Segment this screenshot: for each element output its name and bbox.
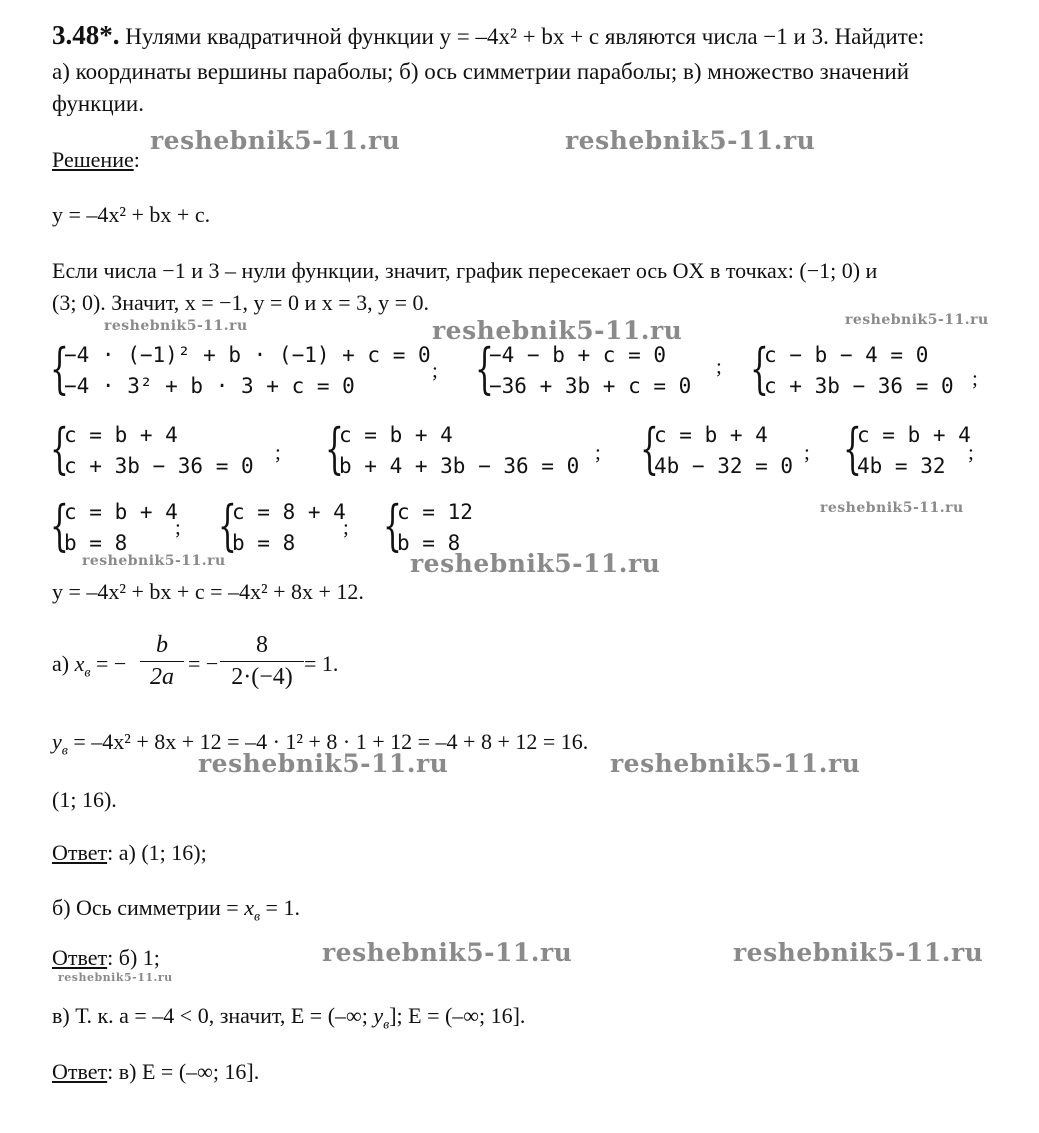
problem-text-3: функции. xyxy=(52,91,144,116)
zeros-text-1: Если числа −1 и 3 – нули функции, значит, график пересекает ось OX в точках: (−1; 0) и xyxy=(52,258,878,283)
part-c-prefix: в) Т. к. a = –4 < 0, значит, E = (–∞; xyxy=(52,1003,374,1028)
watermark: reshebnik5-11.ru xyxy=(432,316,683,345)
part-c-suffix: ]; E = (–∞; 16]. xyxy=(389,1003,526,1028)
equation-system xyxy=(750,337,980,402)
equals-minus: = − xyxy=(90,651,127,676)
problem-number: 3.48*. xyxy=(52,20,120,50)
solution-heading xyxy=(52,147,140,173)
separator: ; xyxy=(432,358,438,382)
part-a-prefix: а) xyxy=(52,651,75,676)
system-line: 4b = 32 xyxy=(857,454,946,478)
subscript: в xyxy=(61,743,68,759)
problem-text-1: Нулями квадратичной функции y = –4x² + bx + c являются числа −1 и 3. Найдите: xyxy=(125,24,925,49)
watermark: reshebnik5-11.ru xyxy=(198,749,449,778)
separator: ; xyxy=(968,440,974,464)
answer-c xyxy=(52,1059,259,1085)
brace: { xyxy=(325,417,344,480)
part-b-prefix: б) Ось симметрии = xyxy=(52,895,245,920)
separator: ; xyxy=(804,440,810,464)
equation-system xyxy=(50,337,450,402)
answer-b xyxy=(52,945,160,971)
equation-system xyxy=(325,417,615,482)
vertex-y-equation: = –4x² + 8x + 12 = –4 · 1² + 8 · 1 + 12 = –4 + 8 + 12 = 16. xyxy=(67,729,589,754)
y-variable: y xyxy=(52,729,62,754)
system-line: −4 · (−1)² + b · (−1) + c = 0 xyxy=(64,343,431,367)
part-b-suffix: = 1. xyxy=(260,895,300,920)
brace: { xyxy=(50,417,69,480)
system-line: 4b − 32 = 0 xyxy=(654,454,794,478)
fraction-denominator: 2·(−4) xyxy=(231,664,293,690)
equation-system xyxy=(218,494,358,559)
system-line: c = b + 4 xyxy=(654,423,768,447)
watermark: reshebnik5-11.ru xyxy=(82,553,226,569)
system-line: −4 − b + c = 0 xyxy=(489,343,667,367)
watermark: reshebnik5-11.ru xyxy=(733,938,984,967)
subscript: в xyxy=(84,665,91,681)
brace: { xyxy=(750,337,769,400)
system-line: b = 8 xyxy=(232,531,296,555)
equation-system xyxy=(640,417,820,482)
zeros-text-2: (3; 0). Значит, x = −1, y = 0 и x = 3, y = 0. xyxy=(52,290,430,315)
part-a-vertex-x xyxy=(52,651,126,686)
equation-system xyxy=(50,417,290,482)
system-line: c = 8 + 4 xyxy=(232,500,346,524)
vertex-x-result: = 1. xyxy=(304,651,339,676)
separator: ; xyxy=(275,440,281,464)
separator: ; xyxy=(343,515,349,539)
watermark: reshebnik5-11.ru xyxy=(322,938,573,967)
problem-text-2: а) координаты вершины параболы; б) ось симметрии параболы; в) множество значений xyxy=(52,59,910,84)
brace: { xyxy=(218,494,237,557)
watermark: reshebnik5-11.ru xyxy=(565,126,816,155)
separator: ; xyxy=(972,366,978,390)
brace: { xyxy=(640,417,659,480)
answer-a xyxy=(52,840,207,866)
watermark: reshebnik5-11.ru xyxy=(104,318,248,334)
equation-system xyxy=(475,337,725,402)
watermark: reshebnik5-11.ru xyxy=(150,126,401,155)
brace: { xyxy=(383,494,402,557)
brace: { xyxy=(50,494,69,557)
brace: { xyxy=(475,337,494,400)
equation-system xyxy=(50,494,190,559)
system-line: c = b + 4 xyxy=(857,423,971,447)
system-line: c = b + 4 xyxy=(64,500,178,524)
subscript: в xyxy=(253,909,261,925)
x-variable: x xyxy=(244,895,254,920)
answer-b-text: : б) 1; xyxy=(107,945,160,970)
brace: { xyxy=(50,337,69,400)
x-variable: x xyxy=(74,651,85,676)
part-a-vertex-y xyxy=(52,729,588,764)
y-variable: y xyxy=(373,1003,384,1028)
part-c xyxy=(52,1003,525,1038)
fraction-b-over-2a xyxy=(140,632,184,691)
answer-a-text: : а) (1; 16); xyxy=(107,840,207,865)
system-line: c = b + 4 xyxy=(64,423,178,447)
result-equation: y = –4x² + bx + c = –4x² + 8x + 12. xyxy=(52,579,364,604)
watermark: reshebnik5-11.ru xyxy=(610,749,861,778)
system-line: b = 8 xyxy=(397,531,461,555)
fraction-denominator: 2a xyxy=(150,664,174,690)
system-line: c = 12 xyxy=(397,500,473,524)
watermark: reshebnik5-11.ru xyxy=(820,500,964,516)
separator: ; xyxy=(595,440,601,464)
system-line: −4 · 3² + b · 3 + c = 0 xyxy=(64,374,355,398)
solution-colon: : xyxy=(133,147,140,172)
system-line: c + 3b − 36 = 0 xyxy=(64,454,254,478)
equation-system xyxy=(843,417,983,482)
answer-label: Ответ xyxy=(52,1059,108,1084)
fraction-numerator: b xyxy=(140,632,184,662)
fraction-8-over-minus8 xyxy=(220,632,304,691)
fraction-numerator: 8 xyxy=(220,632,304,662)
part-b xyxy=(52,895,300,930)
separator: ; xyxy=(716,354,722,378)
equals-minus: = − xyxy=(188,651,219,676)
watermark: reshebnik5-11.ru xyxy=(845,312,989,328)
vertex-point: (1; 16). xyxy=(52,787,117,812)
answer-c-text: : в) E = (–∞; 16]. xyxy=(107,1059,260,1084)
system-line: c + 3b − 36 = 0 xyxy=(764,374,954,398)
system-line: −36 + 3b + c = 0 xyxy=(489,374,692,398)
separator: ; xyxy=(175,515,181,539)
function-equation: y = –4x² + bx + c. xyxy=(52,202,211,227)
system-line: c − b − 4 = 0 xyxy=(764,343,929,367)
solution-label: Решение xyxy=(52,147,134,172)
watermark: reshebnik5-11.ru xyxy=(410,549,661,578)
equation-system xyxy=(383,494,493,559)
problem-statement-line1 xyxy=(52,22,924,50)
answer-label: Ответ xyxy=(52,840,108,865)
system-line: c = b + 4 xyxy=(339,423,453,447)
watermark: reshebnik5-11.ru xyxy=(58,971,173,984)
system-line: b + 4 + 3b − 36 = 0 xyxy=(339,454,580,478)
system-line: b = 8 xyxy=(64,531,128,555)
brace: { xyxy=(843,417,862,480)
answer-label: Ответ xyxy=(52,945,108,970)
subscript: в xyxy=(383,1017,390,1033)
